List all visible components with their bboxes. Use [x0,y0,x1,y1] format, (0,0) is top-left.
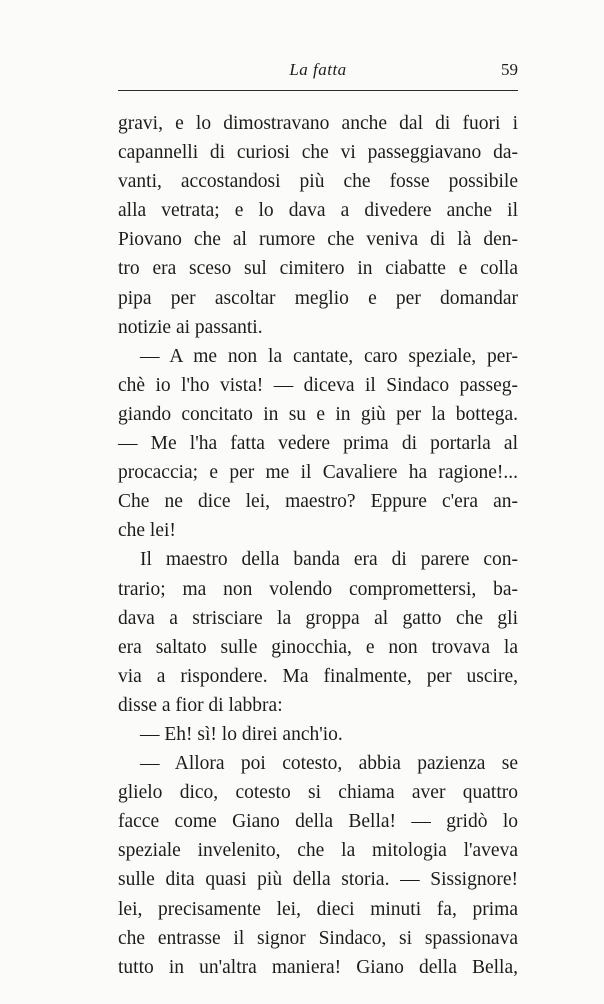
text-line: tutto in un'altra maniera! Giano della Bella, [118,956,518,978]
text-line: giando concitato in su e in giù per la bottega. [118,403,518,425]
text-line: chè io l'ho vista! — diceva il Sindaco passeg- [118,374,518,396]
text-line: Piovano che al rumore che veniva di là den- [118,229,518,251]
text-line: disse a fior di labbra: [118,694,283,716]
text-line: gravi, e lo dimostravano anche dal di fuori i [118,113,518,134]
text-line: che entrasse il signor Sindaco, si spassionava [118,927,518,949]
page-number: 59 [501,60,518,79]
text-line: vanti, accostandosi più che fosse possibile [118,171,518,193]
text-line: via a rispondere. Ma finalmente, per uscire, [118,665,518,687]
text-line: era saltato sulle ginocchia, e non trovava la [118,636,518,658]
text-line: facce come Giano della Bella! — gridò lo [118,811,518,833]
text-line: capannelli di curiosi che vi passeggiavano da- [118,142,518,164]
body-text [118,109,518,982]
text-line: dava a strisciare la groppa al gatto che gli [118,607,518,629]
text-line: alla vetrata; e lo dava a divedere anche il [118,200,518,222]
text-line: notizie ai passanti. [118,316,263,338]
page-header [118,58,518,84]
text-line: tro era sceso sul cimitero in ciabatte e colla [118,258,518,280]
text-line: pipa per ascoltar meglio e per domandar [118,287,518,309]
header-rule [118,90,518,91]
text-line: — A me non la cantate, caro speziale, per- [140,345,518,367]
text-line: sulle dita quasi più della storia. — Sissignore! [118,869,518,891]
text-line: — Eh! sì! lo direi anch'io. [140,723,343,745]
text-line: glielo dico, cotesto si chiama aver quattro [118,782,518,804]
running-title: La fatta [289,60,347,79]
text-line: — Me l'ha fatta vedere prima di portarla al [118,433,518,455]
text-line: procaccia; e per me il Cavaliere ha ragione!... [118,462,518,484]
text-line: che lei! [118,520,176,542]
text-line: — Allora poi cotesto, abbia pazienza se [140,753,518,775]
text-line: speziale invelenito, che la mitologia l'aveva [118,840,518,862]
text-line: trario; ma non volendo compromettersi, ba- [118,578,518,600]
text-line: Il maestro della banda era di parere con- [140,549,518,571]
text-line: lei, precisamente lei, dieci minuti fa, prima [118,898,518,920]
text-line: Che ne dice lei, maestro? Eppure c'era an- [118,491,518,513]
